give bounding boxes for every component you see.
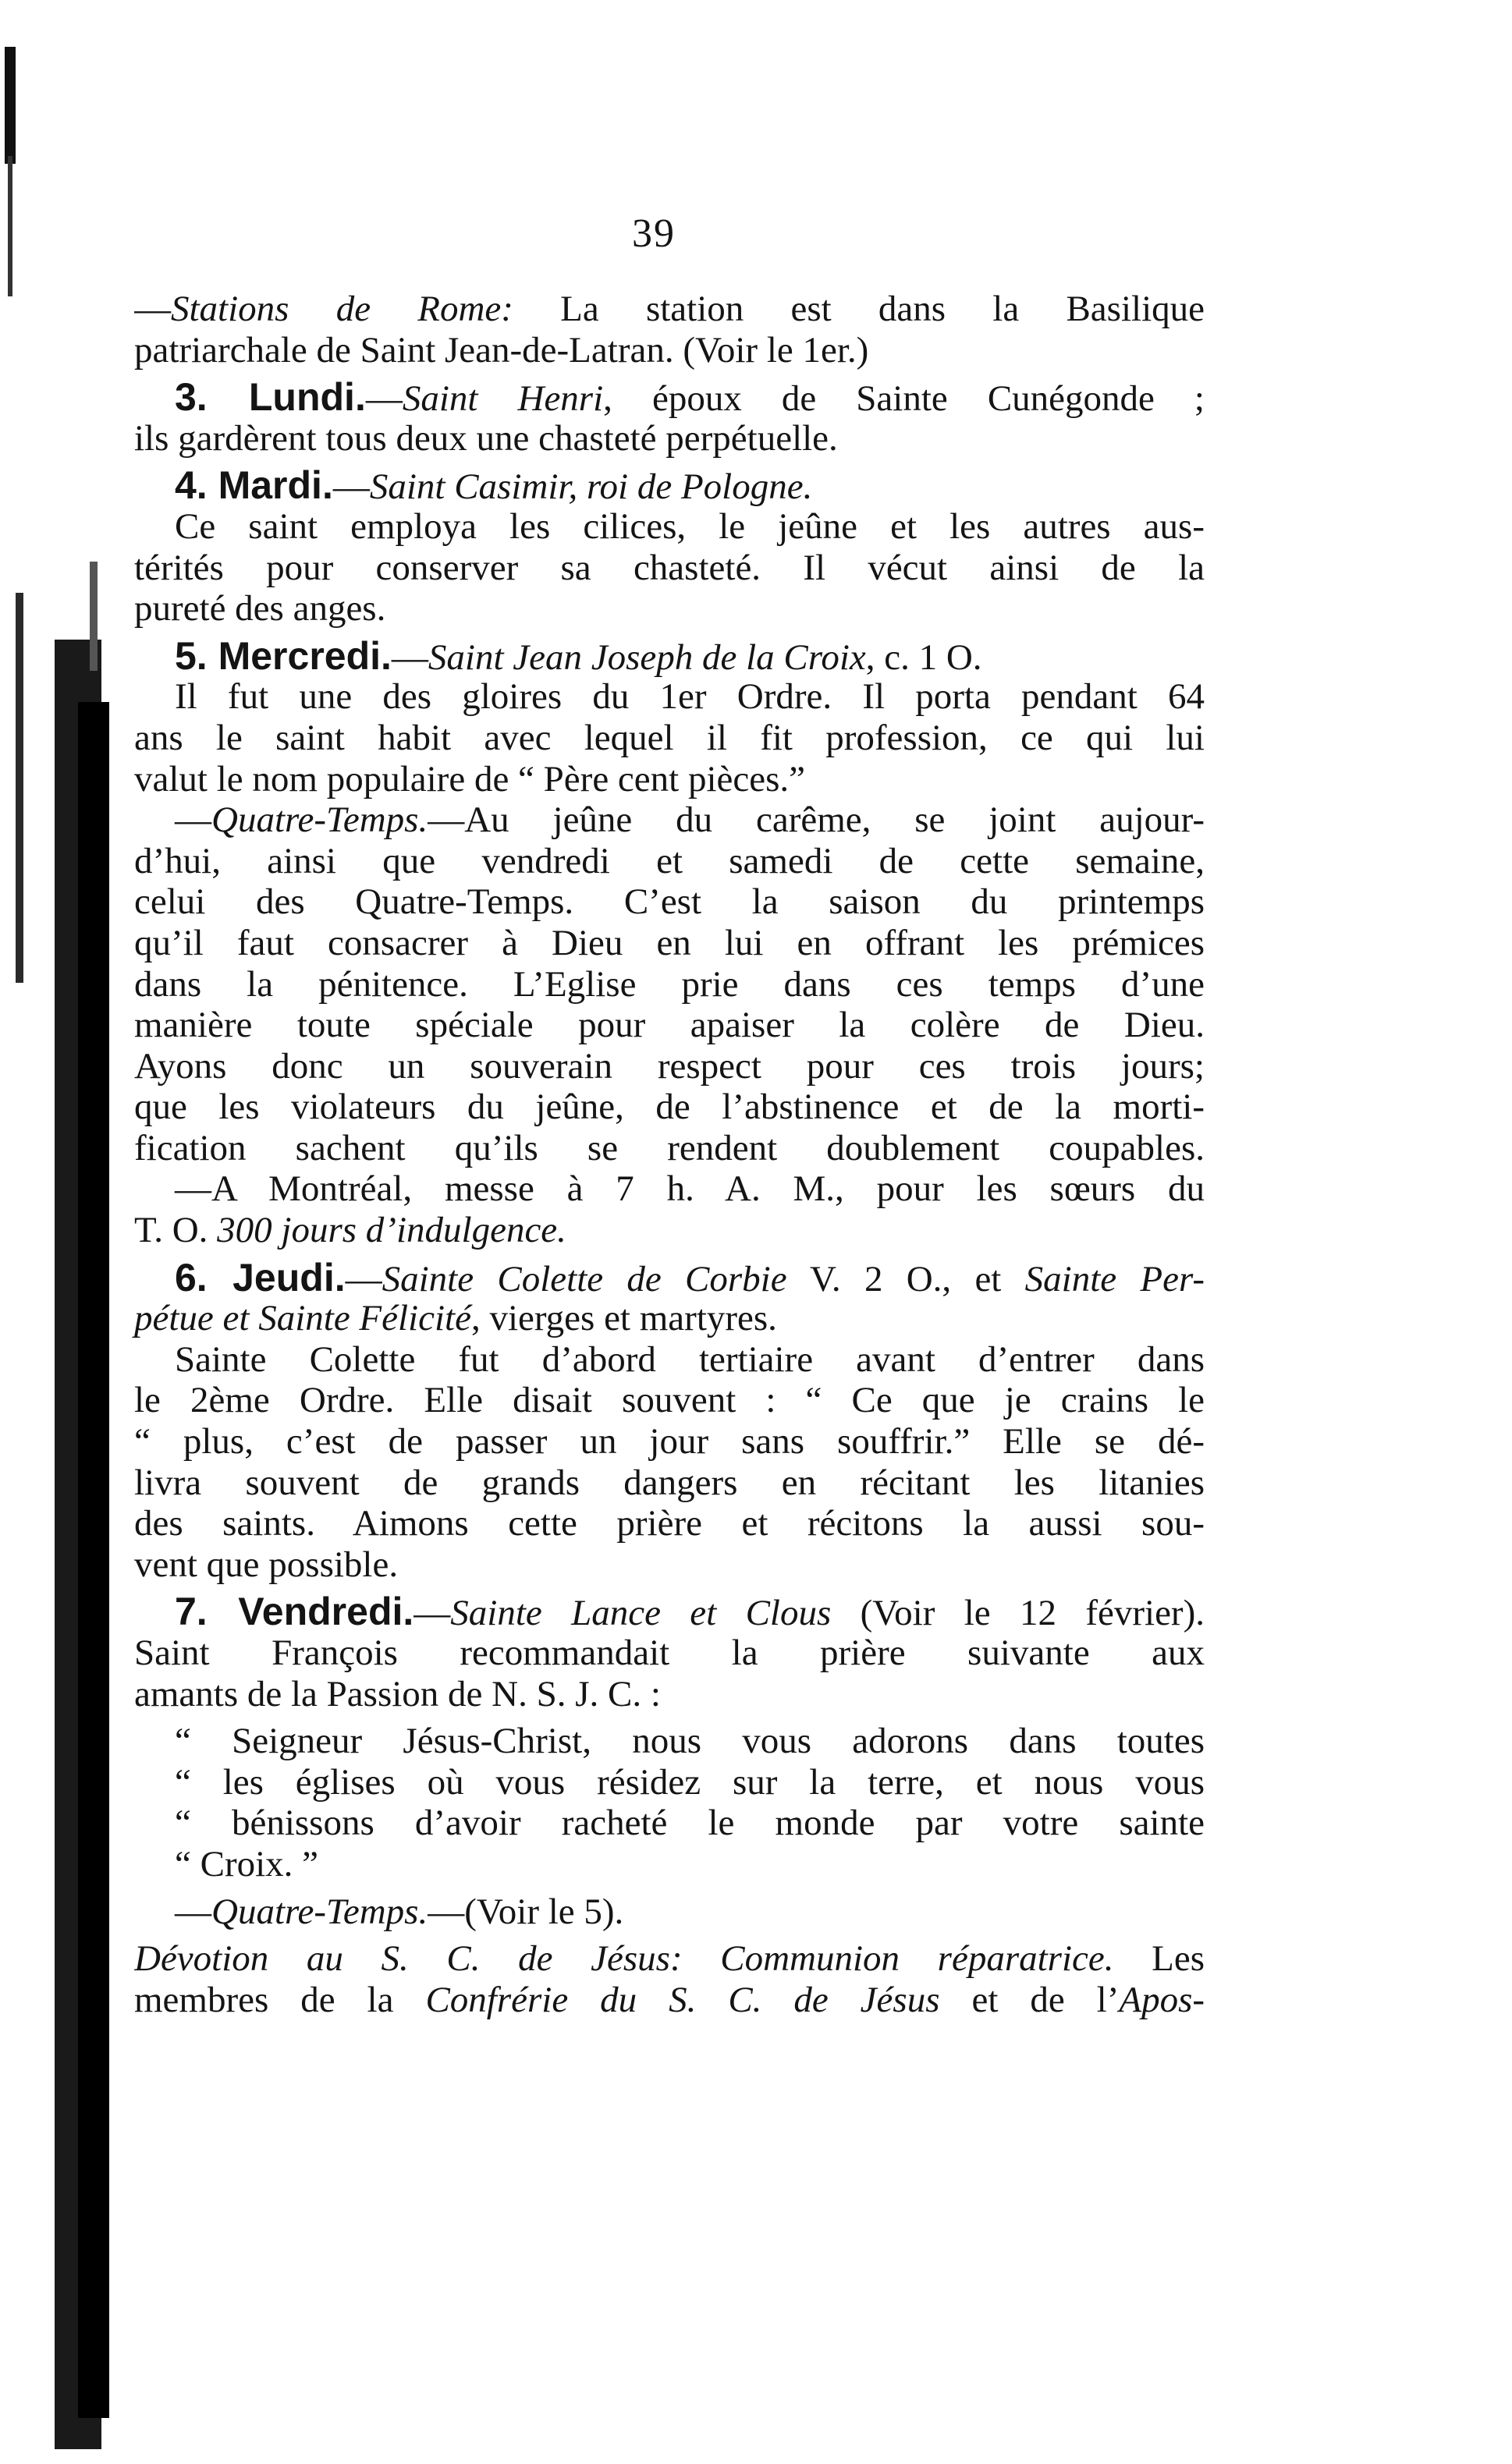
text-run: —(Voir le 5). (428, 1891, 624, 1932)
day-heading: 6. Jeudi. (175, 1257, 346, 1299)
day-heading: 4. Mardi. (175, 463, 333, 508)
text-run: qu’il faut consacrer à Dieu en lui en offrant les prémices (134, 922, 1205, 963)
text-run: que les violateurs du jeûne, de l’abstinence et de la morti- (134, 1087, 1205, 1128)
text-run: Saint François recommandait la prière suivante aux (134, 1633, 1205, 1673)
text-line (134, 1128, 1205, 1169)
italic-text: Quatre-Temps. (211, 1891, 428, 1932)
text-line (134, 377, 1205, 418)
text-run: et de l’ (939, 1979, 1120, 2020)
text-run: , époux de Sainte Cunégonde ; (603, 378, 1205, 418)
text-run: Il fut une des gloires du 1er Ordre. Il porta pendant 64 (175, 676, 1205, 718)
text-line (134, 1421, 1205, 1462)
text-line (134, 1803, 1205, 1844)
text-run: “ les églises où vous résidez sur la terre, et nous vous (175, 1761, 1205, 1803)
text-run: , vierges et martyres. (470, 1298, 777, 1339)
text-line (134, 1380, 1205, 1421)
text-run: V. 2 O., et (786, 1258, 1025, 1299)
text-run: membres de la (134, 1979, 426, 2020)
text-run: térités pour conserver sa chasteté. Il vécut ainsi de la (134, 547, 1205, 588)
text-line (134, 1046, 1205, 1087)
italic-text: Dévotion au S. C. de Jésus: Communion réparatrice. (134, 1938, 1114, 1980)
paragraph-mardi (134, 465, 1205, 629)
paragraph-priere (134, 1721, 1205, 1884)
text-line (134, 881, 1205, 923)
italic-text: Saint Jean Joseph de la Croix (428, 636, 866, 678)
paragraph-devotion (134, 1938, 1205, 2020)
text-run: — (134, 289, 171, 329)
paragraph-quatre-temps (134, 799, 1205, 1168)
text-run: — (345, 1258, 382, 1299)
text-line (134, 718, 1205, 759)
text-line (134, 1462, 1205, 1504)
text-run: T. O. (134, 1210, 218, 1251)
paragraph-montreal (134, 1168, 1205, 1250)
text-line (134, 964, 1205, 1005)
text-line (134, 676, 1205, 718)
text-run: Les (1113, 1938, 1205, 1980)
text-run: pureté des anges. (134, 588, 386, 629)
text-line (134, 465, 1205, 506)
text-run: dans la pénitence. L’Eglise prie dans ces temps d’une (134, 963, 1205, 1005)
paragraph-lundi (134, 377, 1205, 459)
text-line (134, 1844, 1205, 1885)
text-line (134, 588, 1205, 629)
paragraph-mercredi (134, 633, 1205, 799)
text-line (134, 1674, 1205, 1715)
italic-text: Sainte Colette de Corbie (382, 1258, 787, 1299)
text-line (134, 1633, 1205, 1674)
text-line (134, 1257, 1205, 1299)
italic-text: Quatre-Temps. (211, 799, 428, 841)
text-line (134, 418, 1205, 459)
text-run: vent que possible. (134, 1544, 399, 1585)
text-run: Ayons donc un souverain respect pour ces trois jours; (134, 1045, 1205, 1087)
text-run: fication sachent qu’ils se rendent doublement coupables. (134, 1127, 1205, 1168)
text-line (134, 633, 1205, 678)
text-line (134, 759, 1205, 800)
text-run: , c. 1 O. (865, 636, 982, 678)
text-line (134, 841, 1205, 882)
text-line (134, 1938, 1205, 1980)
italic-text: Saint Henri (402, 378, 604, 418)
italic-text: Confrérie du S. C. de Jésus (425, 1979, 940, 2020)
text-line (134, 1168, 1205, 1210)
text-line (134, 1591, 1205, 1633)
text-run: manière toute spéciale pour apaiser la colère de Dieu. (134, 1005, 1205, 1046)
text-line (134, 1503, 1205, 1544)
text-line (134, 1210, 1205, 1251)
italic-text: Sainte Per- (1024, 1258, 1205, 1299)
italic-text: Apos- (1119, 1979, 1205, 2020)
text-run: livra souvent de grands dangers en récitant les litanies (134, 1462, 1205, 1503)
text-run: — (365, 378, 403, 418)
text-line (134, 1339, 1205, 1381)
text-run: — (175, 799, 211, 841)
paragraph-jeudi (134, 1257, 1205, 1586)
text-line (134, 799, 1205, 841)
text-line (134, 1298, 1205, 1339)
text-line (134, 1891, 1205, 1933)
text-line (134, 1087, 1205, 1128)
text-line (134, 1762, 1205, 1803)
text-line (134, 1005, 1205, 1046)
italic-text: Sainte Lance et Clous (450, 1593, 832, 1633)
text-line (134, 330, 1205, 371)
text-run: des saints. Aimons cette prière et récitons la aussi sou- (134, 1503, 1205, 1544)
text-line (134, 289, 1205, 330)
italic-text: Saint Casimir, roi de Pologne. (369, 466, 813, 508)
day-heading: 3. Lundi. (175, 377, 366, 418)
text-run: le 2ème Ordre. Elle disait souvent : “ Ce que je crains le (134, 1380, 1205, 1421)
paragraph-vendredi (134, 1591, 1205, 1714)
text-run: d’hui, ainsi que vendredi et samedi de cette semaine, (134, 840, 1205, 881)
text-run: — (175, 1891, 211, 1932)
page-number: 39 (632, 211, 676, 256)
italic-text: Stations de Rome: (171, 289, 513, 329)
text-run: valut le nom populaire de “ Père cent pièces.” (134, 758, 805, 799)
text-run: “ plus, c’est de passer un jour sans souffrir.” Elle se dé- (134, 1421, 1205, 1462)
text-run: “ bénissons d’avoir racheté le monde par votre sainte (175, 1803, 1205, 1844)
text-line (134, 1544, 1205, 1586)
paragraph-stations (134, 289, 1205, 370)
text-run: —Au jeûne du carême, se joint aujour- (428, 799, 1205, 841)
text-run: —A Montréal, messe à 7 h. A. M., pour les sœurs du (175, 1168, 1205, 1210)
text-run: La station est dans la Basilique (513, 289, 1205, 329)
text-run: “ Seigneur Jésus-Christ, nous vous adorons dans toutes (175, 1721, 1205, 1762)
text-run: Sainte Colette fut d’abord tertiaire avant d’entrer dans (175, 1338, 1205, 1380)
italic-text: 300 jours d’indulgence. (217, 1210, 566, 1251)
text-line (134, 506, 1205, 548)
text-run: Ce saint employa les cilices, le jeûne et les autres aus- (175, 505, 1205, 547)
text-run: — (413, 1593, 451, 1633)
text-line (134, 1980, 1205, 2021)
text-run: ans le saint habit avec lequel il fit profession, ce qui lui (134, 717, 1205, 758)
day-heading: 5. Mercredi. (175, 633, 392, 678)
text-line (134, 548, 1205, 589)
text-line (134, 1721, 1205, 1762)
text-run: celui des Quatre-Temps. C’est la saison du printemps (134, 881, 1205, 923)
text-run: — (332, 466, 370, 508)
paragraph-quatre-temps-2 (134, 1891, 1205, 1933)
day-heading: 7. Vendredi. (175, 1591, 414, 1633)
text-run: amants de la Passion de N. S. J. C. : (134, 1673, 661, 1714)
text-run: (Voir le 12 février). (831, 1593, 1205, 1633)
text-run: ils gardèrent tous deux une chasteté perpétuelle. (134, 417, 838, 459)
text-run: “ Croix. ” (175, 1843, 319, 1884)
text-run: patriarchale de Saint Jean-de-Latran. (Voir le 1er.) (134, 329, 869, 370)
book-binding-edge (0, 0, 117, 2464)
italic-text: pétue et Sainte Félicité (134, 1298, 471, 1339)
text-run: — (391, 636, 428, 678)
page-text (134, 289, 1205, 2020)
text-line (134, 923, 1205, 964)
